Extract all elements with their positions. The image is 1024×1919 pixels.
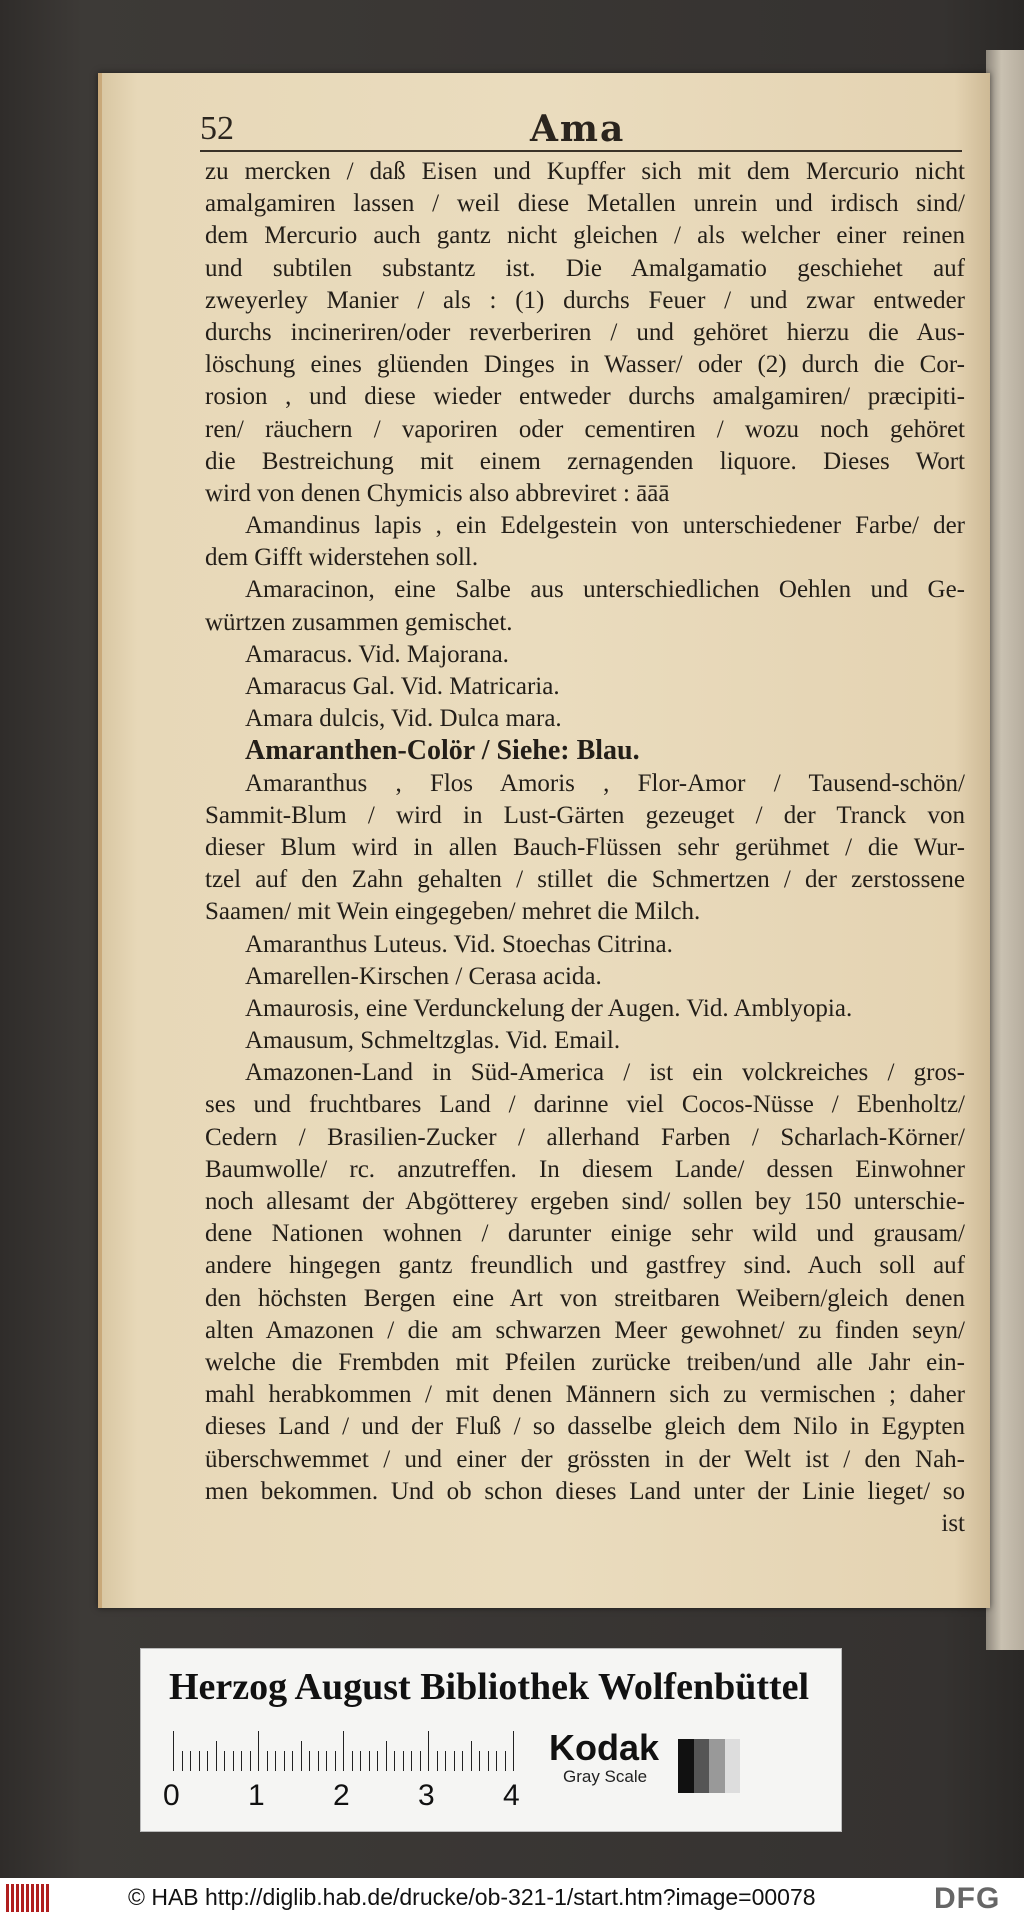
text-line: Baumwolle/ rc. anzutreffen. In diesem Lande/ dessen Einwohner	[205, 1155, 965, 1183]
ruler-tick	[326, 1751, 327, 1771]
ruler-tick	[403, 1751, 404, 1771]
ruler-tick	[445, 1751, 446, 1771]
text-line: zweyerley Manier / als : (1) durchs Feuer / und zwar entweder	[205, 286, 965, 314]
text-line: amalgamiren lassen / weil diese Metallen unrein und irdisch sind/	[205, 190, 965, 218]
ruler-tick	[394, 1751, 395, 1771]
ruler-tick	[267, 1751, 268, 1771]
text-line: die Bestreichung mit einem zernagenden liquore. Dieses Wort	[205, 447, 965, 475]
text-line: Amaracinon, eine Salbe aus unterschiedlichen Oehlen und Ge-	[245, 576, 965, 604]
text-line: dieser Blum wird in allen Bauch-Flüssen sehr gerühmet / die Wur-	[205, 833, 965, 861]
text-line: andere hingegen gantz freundlich und gastfrey sind. Auch soll auf	[205, 1252, 965, 1280]
text-line: dieses Land / und der Fluß / so dasselbe gleich dem Nilo in Egypten	[205, 1413, 965, 1441]
ruler-tick	[462, 1751, 463, 1771]
ruler-tick	[411, 1751, 412, 1771]
text-line: Amara dulcis, Vid. Dulca mara.	[245, 705, 562, 733]
ruler-tick	[513, 1731, 514, 1771]
library-name: Herzog August Bibliothek Wolfenbüttel	[169, 1666, 810, 1708]
text-line: ses und fruchtbares Land / darinne viel Cocos-Nüsse / Ebenholtz/	[205, 1091, 965, 1119]
text-line: rosion , und diese wieder entweder durchs amalgamiren/ præcipiti-	[205, 383, 965, 411]
kodak-brand: Kodak	[549, 1727, 660, 1768]
text-line: Amaracus Gal. Vid. Matricaria.	[245, 673, 560, 700]
next-page-edge	[986, 50, 1024, 1650]
text-line: Sammit-Blum / wird in Lust-Gärten gezeuget / der Tranck von	[205, 801, 965, 829]
text-line: dem Mercurio auch gantz nicht gleichen / als welcher einer reinen	[205, 222, 965, 250]
text-line: durchs incineriren/oder reverberiren / und gehöret hierzu die Aus-	[205, 318, 965, 346]
ruler-tick	[437, 1751, 438, 1771]
text-line: men bekommen. Und ob schon dieses Land unter der Linie lieget/ so	[205, 1477, 965, 1505]
text-line: noch allesamt der Abgötterey ergeben sind/ sollen bey 150 unterschie-	[205, 1188, 965, 1215]
ruler-tick	[207, 1751, 208, 1771]
page-number: 52	[200, 110, 234, 147]
ruler-tick	[301, 1741, 302, 1771]
text-line: alten Amazonen / die am schwarzen Meer gewohnet/ zu finden seyn/	[205, 1316, 965, 1344]
text-line: welche die Frembden mit Pfeilen zurücke treiben/und alle Jahr ein-	[205, 1348, 965, 1376]
gray-scale-swatch	[678, 1739, 740, 1793]
text-line: Cedern / Brasilien-Zucker / allerhand Farben / Scharlach-Körner/	[205, 1123, 965, 1151]
ruler-tick	[224, 1751, 225, 1771]
text-line: den höchsten Bergen eine Art von streitbaren Weibern/gleich denen	[205, 1284, 965, 1312]
ruler-tick	[284, 1751, 285, 1771]
ruler-tick	[199, 1751, 200, 1771]
running-head: Ama	[530, 108, 626, 150]
ruler-digit: 2	[333, 1779, 350, 1812]
text-line: wird von denen Chymicis also abbreviret : āāā	[205, 479, 670, 507]
ruler-tick	[488, 1751, 489, 1771]
ruler-tick	[343, 1731, 344, 1771]
ruler-tick	[369, 1751, 370, 1771]
ruler-tick	[173, 1731, 174, 1771]
ruler-tick	[233, 1751, 234, 1771]
text-line: dem Gifft widerstehen soll.	[205, 544, 479, 572]
ruler-digit: 3	[418, 1779, 435, 1812]
text-line: Amarellen-Kirschen / Cerasa acida.	[245, 962, 602, 990]
text-line: Amausum, Schmeltzglas. Vid. Email.	[245, 1027, 621, 1055]
text-line: Amandinus lapis , ein Edelgestein von unterschiedener Farbe/ der	[245, 512, 965, 540]
text-line: löschung eines glüenden Dinges in Wasser/ oder (2) durch die Cor-	[205, 351, 965, 379]
ruler-digits	[163, 1779, 563, 1815]
ruler-tick	[190, 1751, 191, 1771]
ruler-tick	[182, 1751, 183, 1771]
text-line: Amaranthen-Colör / Siehe: Blau.	[245, 735, 640, 767]
ruler-scale	[173, 1731, 513, 1771]
dfg-logo: DFG	[934, 1882, 1001, 1915]
text-line: und subtilen substantz ist. Die Amalgamatio geschiehet auf	[205, 254, 965, 282]
ruler-digit: 1	[248, 1779, 265, 1812]
text-line: Amaranthus Luteus. Vid. Stoechas Citrina.	[245, 930, 673, 958]
ruler-digit: 0	[163, 1779, 180, 1812]
ruler-tick	[352, 1751, 353, 1771]
ruler-tick	[318, 1751, 319, 1771]
ruler-tick	[505, 1751, 506, 1771]
scan-target-label	[140, 1648, 842, 1832]
gray-scale-caption: Gray Scale	[563, 1767, 648, 1786]
ruler-tick	[241, 1751, 242, 1771]
text-line: tzel auf den Zahn gehalten / stillet die Schmertzen / der zerstossene	[205, 866, 965, 894]
text-line: zu mercken / daß Eisen und Kupffer sich mit dem Mercurio nicht	[205, 158, 965, 185]
ruler-tick	[360, 1751, 361, 1771]
ruler-tick	[420, 1751, 421, 1771]
text-line: mahl herabkommen / mit denen Männern sich zu vermischen ; daher	[205, 1381, 965, 1409]
catchword: ist	[941, 1509, 965, 1537]
ruler-tick	[309, 1751, 310, 1771]
text-line: Amazonen-Land in Süd-America / ist ein volckreiches / gros-	[245, 1059, 965, 1087]
text-line: ren/ räuchern / vaporiren oder cementiren / wozu noch gehöret	[205, 415, 965, 443]
text-line: Amaurosis, eine Verdunckelung der Augen. Vid. Amblyopia.	[245, 994, 853, 1022]
ruler-tick	[275, 1751, 276, 1771]
text-line: überschwemmet / und einer der grössten in der Welt ist / den Nah-	[205, 1445, 965, 1473]
ruler-tick	[258, 1731, 259, 1771]
ruler-tick	[496, 1751, 497, 1771]
page-header	[200, 108, 962, 152]
footer-link[interactable]: © HAB http://diglib.hab.de/drucke/ob-321-1/start.htm?image=00078	[128, 1884, 816, 1910]
ruler-tick	[377, 1751, 378, 1771]
ruler-tick	[335, 1751, 336, 1771]
text-line: Amaracus. Vid. Majorana.	[245, 640, 509, 668]
ruler-tick	[428, 1731, 429, 1771]
text-line: Saamen/ mit Wein eingegeben/ mehret die Milch.	[205, 898, 701, 926]
ruler-tick	[386, 1741, 387, 1771]
hab-logo-icon	[6, 1884, 50, 1912]
page-text	[205, 156, 965, 1540]
viewer-footer	[0, 1878, 1024, 1919]
ruler-tick	[216, 1741, 217, 1771]
ruler-tick	[292, 1751, 293, 1771]
text-line: würtzen zusammen gemischet.	[205, 608, 513, 636]
ruler-tick	[250, 1751, 251, 1771]
ruler-tick	[479, 1751, 480, 1771]
ruler-tick	[471, 1741, 472, 1771]
ruler-tick	[454, 1751, 455, 1771]
text-line: Amaranthus , Flos Amoris , Flor-Amor / Tausend-schön/	[245, 769, 965, 797]
text-line: dene Nationen wohnen / darunter einige sehr wild und grausam/	[205, 1220, 965, 1248]
ruler-digit: 4	[503, 1779, 520, 1812]
